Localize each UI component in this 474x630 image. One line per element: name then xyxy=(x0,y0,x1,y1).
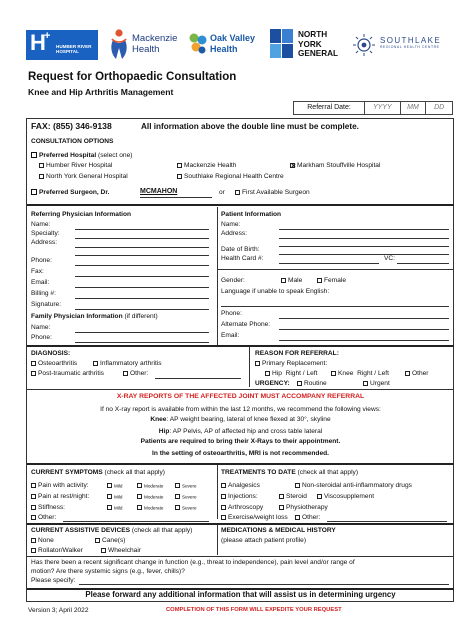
treatment-physiotherapy[interactable]: Physiotherapy xyxy=(279,504,328,512)
gender-female-option[interactable] xyxy=(317,277,346,285)
preferred-hospital-checkbox[interactable] xyxy=(31,152,37,158)
treatment-checkbox[interactable] xyxy=(221,505,226,510)
hospital-option-humber[interactable] xyxy=(39,162,112,170)
forward-info-note: Please forward any additional information that will assist us in determining urgency xyxy=(85,590,396,599)
patient-vc-field[interactable] xyxy=(397,263,449,264)
referring-specialty-label: Specialty: xyxy=(31,230,60,237)
diagnosis-checkbox[interactable] xyxy=(123,371,128,376)
symptom-checkbox[interactable] xyxy=(31,505,36,510)
device-checkbox[interactable] xyxy=(31,538,36,543)
oak-leaf-icon xyxy=(188,32,208,56)
treatment-checkbox[interactable] xyxy=(221,483,226,488)
diagnosis-other-field[interactable] xyxy=(155,378,241,379)
device-wheelchair[interactable]: Wheelchair xyxy=(101,547,141,555)
referring-billing-field[interactable] xyxy=(75,298,209,299)
treatment-steroid[interactable]: Steroid xyxy=(279,493,307,501)
humber-logo-plus: + xyxy=(44,30,51,42)
nygh-logo-text: NORTH YORK GENERAL xyxy=(298,30,339,58)
symptom-other[interactable]: Other: xyxy=(31,514,56,522)
change-question-line2: motion? Are there systemic signs (e.g., fever, chills)? xyxy=(31,568,185,575)
referring-email-label: Email: xyxy=(31,279,50,286)
double-line-divider xyxy=(27,204,454,206)
urgency-urgent-label: Urgent xyxy=(370,380,390,387)
southlake-logo-name: SOUTHLAKE xyxy=(380,36,442,45)
oak-valley-health-logo xyxy=(188,28,264,62)
hospital-option-southlake[interactable] xyxy=(177,173,284,181)
treatment-checkbox[interactable] xyxy=(295,483,300,488)
diagnosis-other[interactable] xyxy=(123,370,148,378)
patient-divider xyxy=(217,269,454,270)
symptom-other-checkbox[interactable] xyxy=(31,515,36,520)
form-subtitle: Knee and Hip Arthritis Management xyxy=(28,87,174,97)
reason-knee-side: Right / Left xyxy=(357,370,389,377)
hospital-option-mackenzie[interactable] xyxy=(177,162,236,170)
hospital-label: Markham Stouffville Hospital xyxy=(297,162,381,169)
urgency-routine-checkbox[interactable] xyxy=(297,381,302,386)
north-york-general-logo xyxy=(270,27,348,63)
urgency-routine-option[interactable] xyxy=(297,380,327,388)
surgeon-name-underline xyxy=(140,197,212,198)
family-phone-label: Phone: xyxy=(31,334,52,341)
hospital-label: Mackenzie Health xyxy=(184,162,237,169)
gender-male-checkbox[interactable] xyxy=(281,278,286,283)
change-specify-label: Please specify: xyxy=(31,577,76,584)
diagnosis-checkbox[interactable] xyxy=(31,361,36,366)
patient-address-line2[interactable] xyxy=(279,246,449,247)
severity-mild[interactable]: Mild xyxy=(107,483,122,489)
humber-river-logo xyxy=(26,30,98,60)
symptom-other-field[interactable] xyxy=(63,521,209,522)
referring-email-field[interactable] xyxy=(75,287,209,288)
patient-address-label: Address: xyxy=(221,230,248,237)
patient-name-field[interactable] xyxy=(279,229,449,230)
hospital-option-markham[interactable] xyxy=(290,162,380,170)
reason-other-label: Other xyxy=(412,370,429,377)
family-name-field[interactable] xyxy=(75,332,209,333)
form-frame xyxy=(26,118,454,602)
first-available-checkbox[interactable] xyxy=(235,190,240,195)
treatment-checkbox[interactable] xyxy=(221,494,226,499)
referral-date-box xyxy=(293,101,453,115)
referral-date-month-field[interactable]: MM xyxy=(401,102,427,114)
patient-vc-label: VC: xyxy=(384,255,395,262)
hospital-label: Southlake Regional Health Centre xyxy=(184,173,284,180)
preferred-hospital-label: Preferred Hospital xyxy=(39,152,97,159)
hospital-label: Humber River Hospital xyxy=(46,162,113,169)
family-name-label: Name: xyxy=(31,324,51,331)
severity-checkbox[interactable] xyxy=(137,505,142,510)
referring-fax-field[interactable] xyxy=(75,276,209,277)
gender-label: Gender: xyxy=(221,277,245,284)
first-available-option[interactable] xyxy=(235,189,310,197)
xray-line4: Patients are required to bring their X-Rays to their appointment. xyxy=(140,438,341,445)
section-divider-symptoms xyxy=(27,463,454,465)
reason-knee-option[interactable] xyxy=(331,370,389,378)
treatment-arthroscopy[interactable]: Arthroscopy xyxy=(221,504,263,512)
southlake-sun-icon xyxy=(352,33,376,57)
preferred-surgeon-label: Preferred Surgeon, Dr. xyxy=(39,189,110,196)
treatment-other[interactable]: Other: xyxy=(295,514,320,522)
diagnosis-heading: DIAGNOSIS: xyxy=(31,350,71,357)
devices-heading: CURRENT ASSISTIVE DEVICES (check all that apply) xyxy=(31,527,193,534)
diagnosis-osteoarthritis[interactable] xyxy=(31,360,77,368)
symptom-row-rest: Pain at rest/night: xyxy=(31,493,89,501)
device-none[interactable]: None xyxy=(31,537,54,545)
or-text: or xyxy=(219,189,225,196)
language-field[interactable] xyxy=(221,306,449,307)
severity-checkbox[interactable] xyxy=(107,494,112,499)
reason-hip-option[interactable] xyxy=(265,370,317,378)
section-divider-change xyxy=(27,556,454,557)
severity-checkbox[interactable] xyxy=(175,483,180,488)
footer-note: COMPLETION OF THIS FORM WILL EXPEDITE YOUR REQUEST xyxy=(166,607,342,613)
treatment-checkbox[interactable] xyxy=(317,494,322,499)
change-question-line1: Has there been a recent significant change in function (e.g., threat to independence), pain level and/or range of xyxy=(31,559,355,566)
hospital-option-north-york[interactable] xyxy=(39,173,128,181)
treatment-other-field[interactable] xyxy=(327,521,447,522)
gender-female-label: Female xyxy=(324,277,346,284)
diagnosis-label: Post-traumatic arthritis xyxy=(38,370,104,377)
preferred-surgeon-row xyxy=(31,189,109,197)
urgency-label: URGENCY: xyxy=(255,380,290,387)
patient-alt-phone-field[interactable] xyxy=(279,329,449,330)
form-title: Request for Orthopaedic Consultation xyxy=(28,71,237,83)
severity-mild[interactable]: Mild xyxy=(107,494,122,500)
severity-moderate[interactable]: Moderate xyxy=(137,494,163,500)
preferred-surgeon-checkbox[interactable] xyxy=(31,189,37,195)
referral-date-day-field[interactable]: DD xyxy=(434,103,445,111)
severity-severe[interactable]: Severe xyxy=(175,483,197,489)
referring-physician-heading: Referring Physician Information xyxy=(31,211,132,218)
symptom-checkbox[interactable] xyxy=(31,494,36,499)
xray-knee-line: Knee: AP weight bearing, lateral of knee flexed at 30°, skyline xyxy=(150,416,331,423)
severity-severe[interactable]: Severe xyxy=(175,494,197,500)
xray-line5: In the setting of osteoarthritis, MRI is not recommended. xyxy=(152,450,329,457)
reason-other-option[interactable] xyxy=(405,370,429,378)
treatment-analgesics[interactable]: Analgesics xyxy=(221,482,260,490)
diagnosis-label: Osteoarthritis xyxy=(38,360,78,367)
referring-address-line2[interactable] xyxy=(75,255,209,256)
family-physician-heading: Family Physician Information (if different) xyxy=(31,313,158,320)
patient-health-card-label: Health Card #: xyxy=(221,255,264,262)
referring-signature-field[interactable] xyxy=(75,309,209,310)
surgeon-name-field[interactable]: MCMAHON xyxy=(140,188,178,195)
humber-logo-text: HUMBER RIVER HOSPITAL xyxy=(56,44,92,54)
mackenzie-figure-icon xyxy=(108,28,130,60)
version-label: Version 3; April 2022 xyxy=(28,607,89,614)
device-checkbox[interactable] xyxy=(101,548,106,553)
fax-number: FAX: (855) 346-9138 xyxy=(31,121,112,131)
oak-valley-logo-text: Oak Valley Health xyxy=(210,33,256,54)
treatment-checkbox[interactable] xyxy=(221,515,226,520)
mackenzie-health-logo xyxy=(108,28,184,62)
patient-dob-label: Date of Birth: xyxy=(221,246,260,253)
symptoms-divider xyxy=(217,465,218,519)
southlake-logo-tagline: REGIONAL HEALTH CENTRE xyxy=(380,45,440,49)
hospital-checkbox[interactable] xyxy=(177,163,182,168)
family-phone-field[interactable] xyxy=(75,342,209,343)
southlake-logo xyxy=(352,33,452,57)
select-one-note: (select one) xyxy=(98,152,133,159)
severity-moderate[interactable]: Moderate xyxy=(137,505,163,511)
diagnosis-divider xyxy=(249,347,250,387)
xray-line1: If no X-ray report is available from within the last 12 months, we recommend the following views: xyxy=(100,406,381,413)
diagnosis-post-traumatic[interactable] xyxy=(31,370,104,378)
severity-checkbox[interactable] xyxy=(137,494,142,499)
urgency-urgent-option[interactable] xyxy=(363,380,390,388)
treatment-checkbox[interactable] xyxy=(279,505,284,510)
hospital-checkbox[interactable] xyxy=(177,174,182,179)
xray-hip-line: Hip: AP Pelvis, AP of affected hip and cross table lateral xyxy=(158,428,323,435)
devices-divider xyxy=(217,525,218,555)
severity-moderate[interactable]: Moderate xyxy=(137,483,163,489)
symptom-row-stiffness: Stiffness: xyxy=(31,504,65,512)
language-label: Language if unable to speak English: xyxy=(221,288,330,295)
meds-heading: MEDICATIONS & MEDICAL HISTORY xyxy=(221,527,336,534)
referring-phone-field[interactable] xyxy=(75,265,209,266)
diagnosis-checkbox[interactable] xyxy=(93,361,98,366)
section-divider-devices xyxy=(27,523,454,525)
referring-billing-label: Billing #: xyxy=(31,290,56,297)
severity-checkbox[interactable] xyxy=(107,483,112,488)
treatments-heading: TREATMENTS TO DATE (check all that apply) xyxy=(221,469,359,476)
referring-address-field[interactable] xyxy=(75,247,209,248)
device-checkbox[interactable] xyxy=(31,548,36,553)
patient-dob-field[interactable] xyxy=(279,254,449,255)
referring-specialty-field[interactable] xyxy=(75,238,209,239)
diagnosis-label: Other: xyxy=(130,370,149,377)
reason-knee-checkbox[interactable] xyxy=(331,371,336,376)
severity-checkbox[interactable] xyxy=(137,483,142,488)
patient-name-label: Name: xyxy=(221,221,241,228)
treatment-injections[interactable]: Injections: xyxy=(221,493,258,501)
treatment-nsaids[interactable]: Non-steroidal anti-inflammatory drugs xyxy=(295,482,412,490)
reason-knee-label: Knee xyxy=(338,370,354,377)
severity-checkbox[interactable] xyxy=(107,505,112,510)
change-specify-field[interactable] xyxy=(79,584,449,585)
patient-alt-phone-label: Alternate Phone: xyxy=(221,321,271,328)
severity-severe[interactable]: Severe xyxy=(175,505,197,511)
hospital-checkbox[interactable] xyxy=(39,174,44,179)
patient-health-card-field[interactable] xyxy=(279,263,379,264)
hospital-label: North York General Hospital xyxy=(46,173,128,180)
referring-name-field[interactable] xyxy=(75,229,209,230)
urgency-urgent-checkbox[interactable] xyxy=(363,381,368,386)
device-rollator[interactable]: Rollator/Walker xyxy=(31,547,83,555)
referral-date-year-field[interactable]: YYYY xyxy=(365,102,401,114)
urgency-routine-label: Routine xyxy=(304,380,327,387)
mackenzie-logo-text: Mackenzie Health xyxy=(132,33,178,55)
severity-checkbox[interactable] xyxy=(175,494,180,499)
reason-primary-label: Primary Replacement: xyxy=(262,360,328,367)
diagnosis-inflammatory[interactable] xyxy=(93,360,162,368)
diagnosis-label: Inflammatory arthritis xyxy=(100,360,162,367)
device-cane[interactable]: Cane(s) xyxy=(95,537,125,545)
reason-heading: REASON FOR REFERRAL: xyxy=(255,350,339,357)
fax-note: All information above the double line must be complete. xyxy=(141,122,359,131)
symptom-checkbox[interactable] xyxy=(31,483,36,488)
reason-hip-checkbox[interactable] xyxy=(265,371,270,376)
hospital-checkbox[interactable] xyxy=(39,163,44,168)
patient-phone-field[interactable] xyxy=(279,318,449,319)
referring-name-label: Name: xyxy=(31,221,51,228)
treatment-exercise[interactable]: Exercise/weight loss xyxy=(221,514,288,522)
device-checkbox[interactable] xyxy=(95,538,100,543)
referring-phone-label: Phone: xyxy=(31,257,52,264)
patient-email-label: Email: xyxy=(221,332,240,339)
symptom-row-activity: Pain with activity: xyxy=(31,482,89,490)
treatment-viscosupplement[interactable]: Viscosupplement xyxy=(317,493,374,501)
treatment-checkbox[interactable] xyxy=(279,494,284,499)
gender-male-option[interactable] xyxy=(281,277,302,285)
referring-address-label: Address: xyxy=(31,239,58,246)
gender-female-checkbox[interactable] xyxy=(317,278,322,283)
patient-phone-label: Phone: xyxy=(221,310,242,317)
xray-heading: X-RAY REPORTS OF THE AFFECTED JOINT MUST ACCOMPANY REFERRAL xyxy=(116,393,365,400)
preferred-hospital-row xyxy=(31,152,132,160)
referring-signature-label: Signature: xyxy=(31,301,62,308)
section-divider-xray xyxy=(27,389,454,390)
column-divider xyxy=(217,207,218,345)
meds-note: (please attach patient profile) xyxy=(221,537,307,544)
referring-fax-label: Fax: xyxy=(31,268,44,275)
treatment-checkbox[interactable] xyxy=(295,515,300,520)
severity-mild[interactable]: Mild xyxy=(107,505,122,511)
severity-checkbox[interactable] xyxy=(175,505,180,510)
patient-info-heading: Patient Information xyxy=(221,211,282,218)
gender-male-label: Male xyxy=(288,277,303,284)
patient-email-field[interactable] xyxy=(279,340,449,341)
hospital-checkbox-checked[interactable] xyxy=(290,163,295,168)
referral-date-label: Referral Date: xyxy=(294,102,365,114)
section-divider-diagnosis xyxy=(27,345,454,347)
first-available-label: First Available Surgeon xyxy=(242,189,310,196)
humber-logo-letter: H xyxy=(30,30,46,55)
reason-hip-side: Right / Left xyxy=(285,370,318,377)
consultation-heading: CONSULTATION OPTIONS xyxy=(31,138,114,145)
reason-primary-option[interactable] xyxy=(255,360,327,368)
patient-address-field[interactable] xyxy=(279,238,449,239)
reason-other-checkbox[interactable] xyxy=(405,371,410,376)
reason-hip-label: Hip xyxy=(272,370,282,377)
diagnosis-checkbox[interactable] xyxy=(31,371,36,376)
reason-primary-checkbox[interactable] xyxy=(255,361,260,366)
symptoms-heading: CURRENT SYMPTOMS (check all that apply) xyxy=(31,469,166,476)
nygh-shield-icon xyxy=(270,29,294,59)
